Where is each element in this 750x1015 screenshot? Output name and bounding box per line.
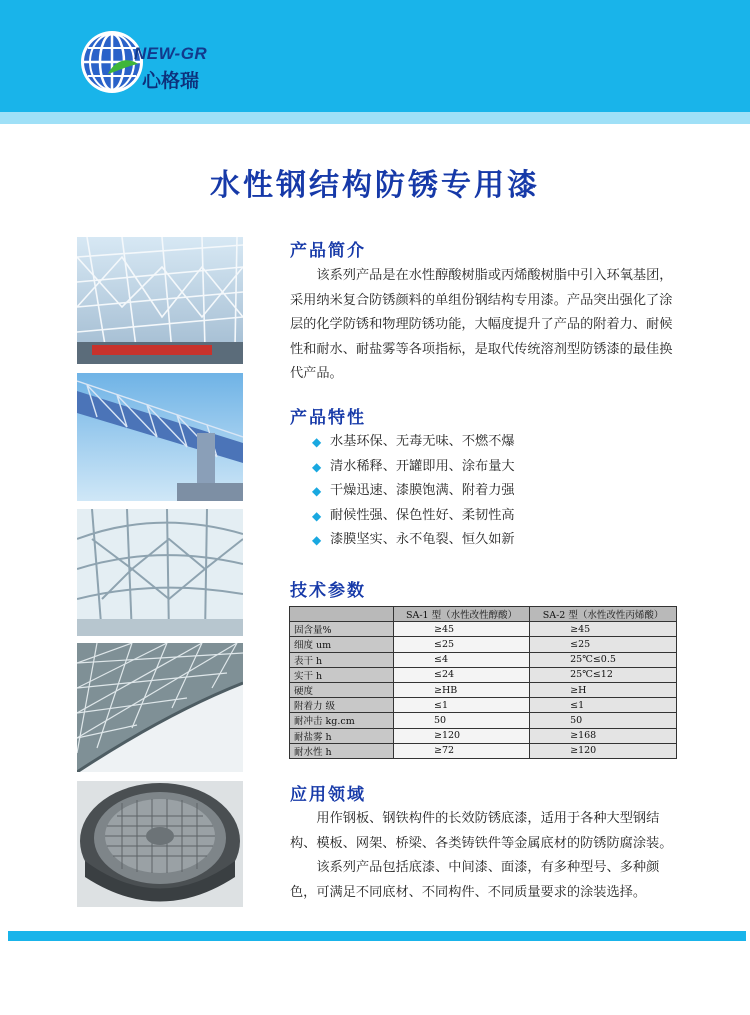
- spec-param-label: 表干 h: [290, 652, 394, 667]
- spec-table: [289, 606, 677, 759]
- spec-param-label: 实干 h: [290, 667, 394, 682]
- spec-table-row: [290, 698, 677, 713]
- spec-value-sa2: ≥168: [530, 728, 677, 743]
- section-heading-application: 应用领域: [290, 785, 366, 805]
- photo-steel-frame-structure: [77, 509, 243, 636]
- feature-list: [312, 430, 515, 553]
- spec-param-label: 附着力 级: [290, 698, 394, 713]
- spec-value-sa2: ≥H: [530, 682, 677, 697]
- spec-value-sa2: ≥120: [530, 743, 677, 758]
- spec-value-sa1: ≥72: [394, 743, 530, 758]
- spec-table-row: [290, 682, 677, 697]
- feature-text: 耐候性强、保色性好、柔韧性高: [330, 507, 515, 523]
- spec-param-label: 耐水性 h: [290, 743, 394, 758]
- intro-text: 该系列产品是在水性醇酸树脂或丙烯酸树脂中引入环氧基团，采用纳米复合防锈颜料的单组份钢结构专用漆。产品突出强化了涂层的化学防锈和物理防锈功能，大幅度提升了产品的附着力、耐候性和耐水、耐盐雾等各项指标，是取代传统溶剂型防锈漆的最佳换代产品。: [290, 268, 673, 381]
- spec-value-sa2: ≤1: [530, 698, 677, 713]
- spec-value-sa1: ≥120: [394, 728, 530, 743]
- spec-value-sa1: ≤1: [394, 698, 530, 713]
- photo-cast-iron-manhole-cover: [77, 781, 243, 907]
- photo-steel-dome: [77, 643, 243, 772]
- feature-item: [312, 479, 515, 504]
- diamond-bullet-icon: ◆: [312, 533, 322, 548]
- feature-text: 漆膜坚实、永不龟裂、恒久如新: [330, 532, 515, 548]
- spec-value-sa1: ≥45: [394, 622, 530, 637]
- diamond-bullet-icon: ◆: [312, 508, 322, 523]
- spec-param-label: 硬度: [290, 682, 394, 697]
- spec-table-row: [290, 667, 677, 682]
- photo-steel-roof-truss: [77, 237, 243, 364]
- spec-param-label: 固含量%: [290, 622, 394, 637]
- spec-table-row: [290, 622, 677, 637]
- spec-value-sa2: 50: [530, 713, 677, 728]
- feature-item: [312, 528, 515, 553]
- logo-english-text: NEW-GR: [134, 44, 208, 63]
- diamond-bullet-icon: ◆: [312, 435, 322, 449]
- diamond-bullet-icon: ◆: [312, 484, 322, 499]
- feature-item: [312, 430, 515, 455]
- feature-text: 水基环保、无毒无味、不燃不爆: [330, 434, 515, 449]
- feature-text: 清水稀释、开罐即用、涂布量大: [330, 458, 515, 474]
- diamond-bullet-icon: ◆: [312, 459, 322, 474]
- spec-value-sa1: ≤25: [394, 637, 530, 652]
- spec-header-cell: SA-1 型（水性改性醇酸）: [394, 607, 530, 622]
- spec-value-sa1: ≤24: [394, 667, 530, 682]
- footer-bar: [8, 931, 746, 941]
- spec-value-sa2: 25℃≤0.5: [530, 652, 677, 667]
- spec-param-label: 细度 um: [290, 637, 394, 652]
- spec-table-row: [290, 637, 677, 652]
- section-heading-specs: 技术参数: [290, 581, 366, 601]
- spec-value-sa1: ≥HB: [394, 682, 530, 697]
- spec-table-row: [290, 652, 677, 667]
- spec-value-sa2: ≥45: [530, 622, 677, 637]
- feature-text: 干燥迅速、漆膜饱满、附着力强: [330, 483, 515, 499]
- company-logo: [78, 28, 228, 98]
- logo-chinese-text: 心格瑞: [142, 70, 200, 92]
- spec-header-cell: [290, 607, 394, 622]
- application-text: 用作钢板、钢铁构件的长效防锈底漆，适用于各种大型钢结构、模板、网架、桥梁、各类铸铁件等金属底材的防锈防腐涂装。: [290, 811, 673, 851]
- spec-param-label: 耐盐雾 h: [290, 728, 394, 743]
- spec-header-cell: SA-2 型（水性改性丙烯酸）: [530, 607, 677, 622]
- spec-table-row: [290, 728, 677, 743]
- spec-table-row: [290, 743, 677, 758]
- application-paragraphs: [290, 807, 680, 905]
- header-stripe: [0, 112, 750, 124]
- section-heading-features: 产品特性: [290, 408, 366, 428]
- spec-value-sa1: 50: [394, 713, 530, 728]
- page-title: 水性钢结构防锈专用漆: [210, 168, 540, 203]
- feature-item: [312, 504, 515, 529]
- feature-item: [312, 455, 515, 480]
- spec-table-header-row: [290, 607, 677, 622]
- application-text: 该系列产品包括底漆、中间漆、面漆，有多种型号、多种颜色，可满足不同底材、不同构件、不同质量要求的涂装选择。: [290, 860, 660, 900]
- spec-param-label: 耐冲击 kg.cm: [290, 713, 394, 728]
- photo-steel-bridge: [77, 373, 243, 501]
- spec-value-sa2: 25℃≤12: [530, 667, 677, 682]
- intro-paragraph: [290, 264, 680, 387]
- spec-table-row: [290, 713, 677, 728]
- section-heading-intro: 产品简介: [290, 241, 366, 261]
- spec-value-sa1: ≤4: [394, 652, 530, 667]
- spec-value-sa2: ≤25: [530, 637, 677, 652]
